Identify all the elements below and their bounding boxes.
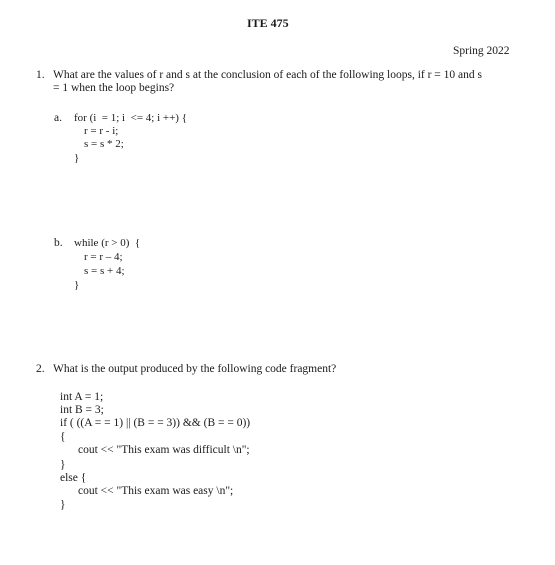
course-title: ITE 475: [247, 16, 289, 30]
q2-code-line-9: }: [60, 499, 66, 511]
q2-code-line-1: int A = 1;: [60, 391, 104, 403]
part-b-code-line-2: r = r – 4;: [84, 251, 123, 263]
part-a-code-line-1: for (i = 1; i <= 4; i ++) {: [74, 112, 187, 124]
part-b-code-line-1: while (r > 0) {: [74, 237, 141, 249]
part-b-code-line-3: s = s + 4;: [84, 265, 125, 277]
part-a-code-line-2: r = r - i;: [84, 125, 119, 137]
q2-code-line-8: cout << "This exam was easy \n";: [78, 485, 234, 497]
part-b-letter: b.: [54, 237, 63, 249]
q2-code-line-4: {: [60, 431, 66, 443]
question-2-number: 2.: [36, 363, 45, 375]
part-b-code-line-4: }: [74, 279, 80, 291]
part-a-code-line-3: s = s * 2;: [84, 138, 124, 150]
q2-code-line-5: cout << "This exam was difficult \n";: [78, 444, 250, 456]
question-1-line-1: What are the values of r and s at the conclusion of each of the following loops, if r = 10 and s: [53, 69, 482, 81]
q2-code-line-2: int B = 3;: [60, 404, 104, 416]
q2-code-line-3: if ( ((A = = 1) || (B = = 3)) && (B = = 0)): [60, 417, 251, 429]
part-a-code-line-4: }: [74, 152, 80, 164]
q2-code-line-6: }: [60, 459, 66, 471]
question-1-line-2: = 1 when the loop begins?: [53, 82, 175, 94]
q2-code-line-7: else {: [60, 472, 87, 484]
term-label: Spring 2022: [453, 45, 510, 57]
question-2-text: What is the output produced by the following code fragment?: [53, 363, 337, 375]
question-1-number: 1.: [36, 69, 45, 81]
part-a-letter: a.: [54, 112, 62, 124]
